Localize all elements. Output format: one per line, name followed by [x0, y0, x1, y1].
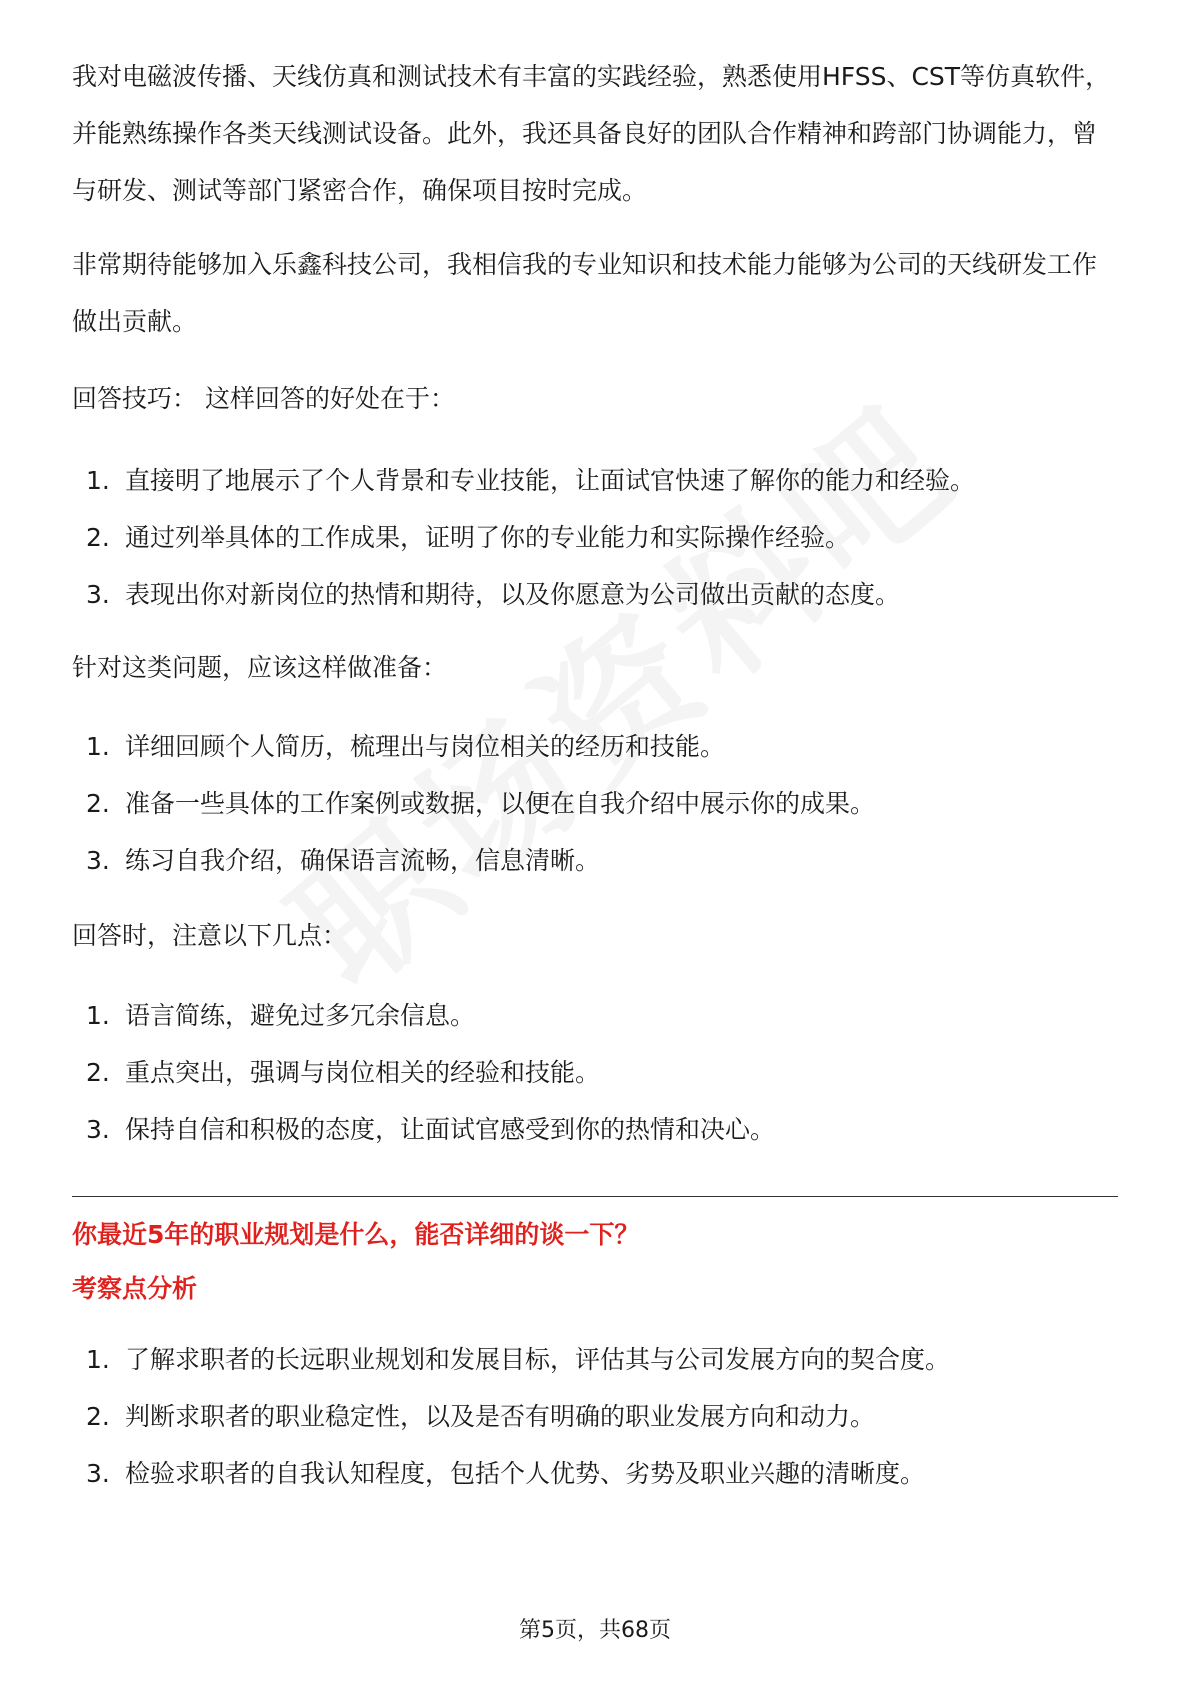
list-item [72, 832, 1118, 889]
list-number: 1. [86, 1001, 110, 1030]
notes-list [72, 987, 1118, 1158]
tips-list [72, 452, 1118, 623]
list-number: 1. [86, 1345, 110, 1374]
list-number: 1. [86, 466, 110, 495]
list-item-text: 检验求职者的自我认知程度，包括个人优势、劣势及职业兴趣的清晰度。 [125, 1459, 926, 1488]
list-item [72, 566, 1118, 623]
list-number: 1. [86, 732, 110, 761]
intro-paragraph-1: 我对电磁波传播、天线仿真和测试技术有丰富的实践经验，熟悉使用HFSS、CST等仿真软件，并能熟练操作各类天线测试设备。此外，我还具备良好的团队合作精神和跨部门协调能力，曾与研发、测试等部门紧密合作，确保项目按时完成。 [72, 62, 1111, 205]
list-item-text: 语言简练，避免过多冗余信息。 [125, 1001, 476, 1030]
list-item [72, 452, 1118, 509]
list-item [72, 987, 1118, 1044]
question-title: 你最近5年的职业规划是什么，能否详细的谈一下？ [72, 1220, 640, 1249]
intro-paragraph-2: 非常期待能够加入乐鑫科技公司，我相信我的专业知识和技术能力能够为公司的天线研发工作做出贡献。 [72, 250, 1098, 336]
list-item [72, 1101, 1118, 1158]
list-number: 3. [86, 846, 110, 875]
analysis-list [72, 1331, 1118, 1502]
list-number: 2. [86, 1402, 110, 1431]
list-item [72, 1445, 1118, 1502]
prepare-list [72, 718, 1118, 889]
list-item-text: 通过列举具体的工作成果，证明了你的专业能力和实际操作经验。 [125, 523, 851, 552]
analysis-heading: 考察点分析 [72, 1274, 198, 1303]
tips-heading: 回答技巧： 这样回答的好处在于： [72, 384, 455, 413]
list-item [72, 718, 1118, 775]
notes-heading: 回答时，注意以下几点： [72, 921, 348, 950]
list-number: 2. [86, 789, 110, 818]
list-item [72, 509, 1118, 566]
list-item-text: 保持自信和积极的态度，让面试官感受到你的热情和决心。 [125, 1115, 776, 1144]
list-item-text: 重点突出，强调与岗位相关的经验和技能。 [125, 1058, 601, 1087]
list-item [72, 1388, 1118, 1445]
list-number: 2. [86, 1058, 110, 1087]
list-item [72, 1331, 1118, 1388]
list-item [72, 1044, 1118, 1101]
list-number: 3. [86, 580, 110, 609]
section-divider [72, 1196, 1118, 1197]
list-item-text: 准备一些具体的工作案例或数据，以便在自我介绍中展示你的成果。 [125, 789, 876, 818]
document-page [72, 0, 1118, 1684]
list-number: 3. [86, 1459, 110, 1488]
list-item-text: 练习自我介绍，确保语言流畅，信息清晰。 [125, 846, 601, 875]
list-number: 2. [86, 523, 110, 552]
list-item [72, 775, 1118, 832]
prepare-heading: 针对这类问题，应该这样做准备： [72, 653, 448, 682]
list-item-text: 判断求职者的职业稳定性，以及是否有明确的职业发展方向和动力。 [125, 1402, 876, 1431]
list-item-text: 了解求职者的长远职业规划和发展目标，评估其与公司发展方向的契合度。 [125, 1345, 951, 1374]
list-item-text: 详细回顾个人简历，梳理出与岗位相关的经历和技能。 [125, 732, 726, 761]
list-item-text: 表现出你对新岗位的热情和期待，以及你愿意为公司做出贡献的态度。 [125, 580, 901, 609]
list-number: 3. [86, 1115, 110, 1144]
list-item-text: 直接明了地展示了个人背景和专业技能，让面试官快速了解你的能力和经验。 [125, 466, 976, 495]
page-number: 第5页，共68页 [519, 1618, 671, 1643]
